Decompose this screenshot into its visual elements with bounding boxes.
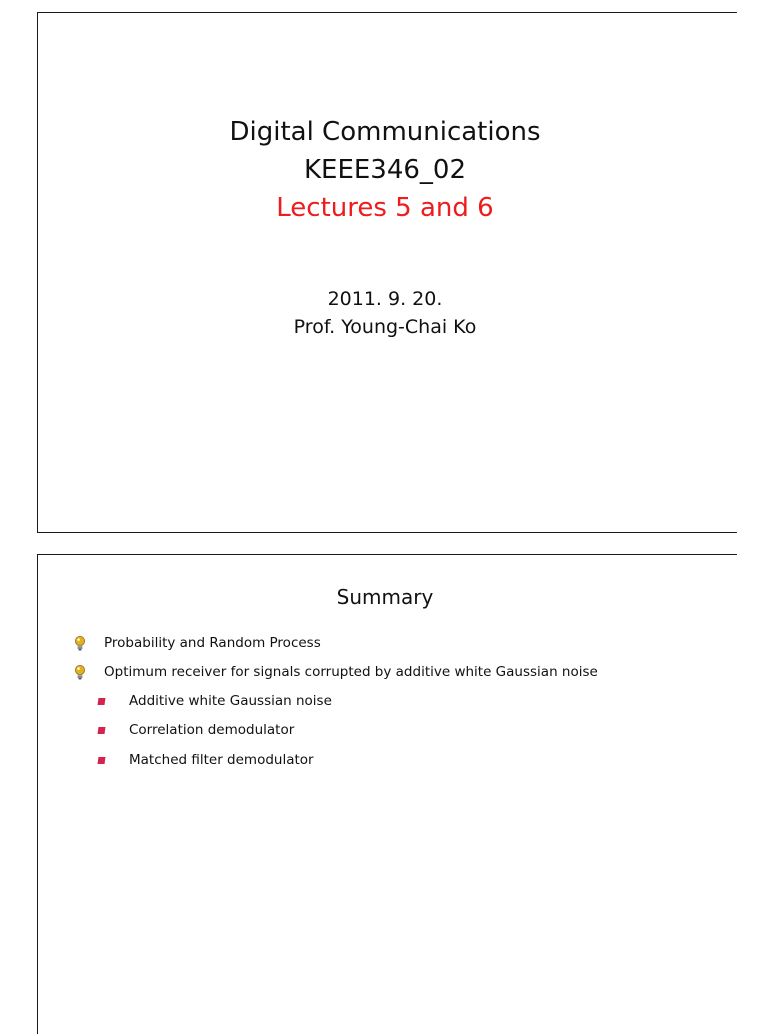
- bullet-item: [74, 633, 321, 653]
- lightbulb-icon: [74, 664, 86, 680]
- lightbulb-icon: [74, 635, 86, 651]
- bullet-text: Probability and Random Process: [104, 635, 321, 651]
- bullet-item: [74, 662, 598, 682]
- lecture-date: 2011. 9. 20.: [327, 288, 443, 310]
- sub-bullet-text: Correlation demodulator: [129, 722, 295, 738]
- square-bullet-icon: [98, 757, 106, 764]
- sub-bullet-item: [98, 691, 332, 711]
- square-bullet-icon: [98, 698, 106, 705]
- sub-bullet-item: [98, 720, 294, 740]
- author-name: Prof. Young-Chai Ko: [293, 316, 477, 338]
- summary-slide: [37, 554, 737, 1034]
- sub-bullet-text: Additive white Gaussian noise: [129, 693, 332, 709]
- course-code: KEEE346_02: [303, 155, 467, 185]
- info-block: [38, 285, 732, 341]
- title-block: [38, 113, 732, 227]
- summary-title: Summary: [336, 585, 434, 609]
- lecture-subtitle: Lectures 5 and 6: [276, 193, 494, 223]
- sub-bullet-item: [98, 750, 314, 770]
- title-slide: [37, 12, 737, 533]
- square-bullet-icon: [98, 727, 106, 734]
- sub-bullet-text: Matched filter demodulator: [129, 752, 314, 768]
- bullet-text: Optimum receiver for signals corrupted by additive white Gaussian noise: [104, 664, 598, 680]
- course-title: Digital Communications: [229, 117, 541, 147]
